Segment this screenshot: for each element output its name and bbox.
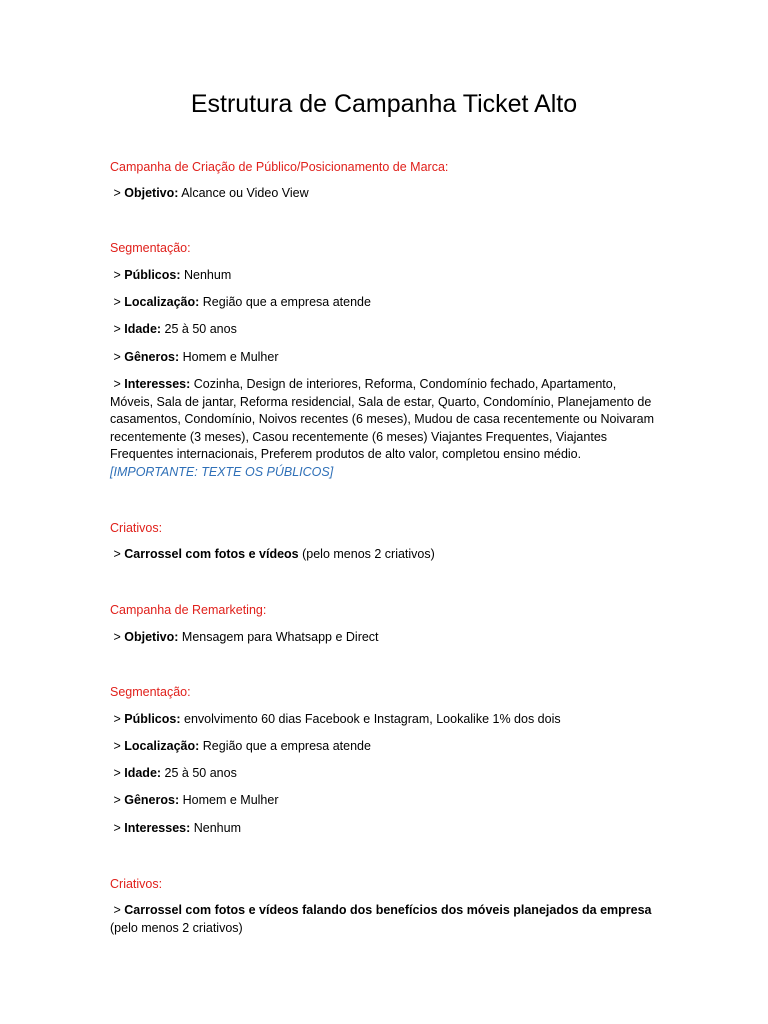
idade-value: 25 à 50 anos — [164, 322, 237, 336]
campaign2-generos: > Gêneros: Homem e Mulher — [110, 793, 279, 807]
idade-label: Idade: — [124, 322, 162, 336]
campaign2-criativos-heading: Criativos: — [110, 877, 163, 891]
objetivo-label: Objetivo: — [124, 186, 179, 200]
generos-label: Gêneros: — [124, 793, 180, 807]
campaign1-generos: > Gêneros: Homem e Mulher — [110, 350, 279, 364]
criativos-value: (pelo menos 2 criativos) — [110, 920, 243, 935]
criativos-value: (pelo menos 2 criativos) — [302, 547, 435, 561]
interesses-label: Interesses: — [124, 377, 191, 391]
campaign1-objetivo: > Objetivo: Alcance ou Video View — [110, 186, 309, 200]
interesses-value: Nenhum — [193, 821, 241, 835]
campaign1-segmentacao-heading: Segmentação: — [110, 241, 191, 255]
criativos-label: Carrossel com fotos e vídeos — [124, 547, 299, 561]
publicos-value: envolvimento 60 dias Facebook e Instagram, Lookalike 1% dos dois — [184, 712, 561, 726]
campaign2-criativos: > Carrossel com fotos e vídeos falando dos benefícios dos móveis planejados da empresa (pelo menos 2 criativos) — [110, 903, 652, 935]
campaign2-heading: Campanha de Remarketing: — [110, 603, 267, 617]
generos-value: Homem e Mulher — [182, 793, 279, 807]
campaign1-interesses: > Interesses: Cozinha, Design de interiores, Reforma, Condomínio fechado, Apartamento, Móveis, Sala de jantar, Reforma residencial, Sala de estar, Quarto, Condomínio, Planejamento de casamentos, Condomínio, Noivos recentes (6 meses), Mudou de casa recentemente ou Noivaram recentemente (3 meses), Casou recentemente (6 meses) Viajantes Frequentes, Viajantes Frequentes internacionais, Preferem produtos de alto valor, completou ensino médio. [IMPORTANTE: TEXTE OS PÚBLICOS] — [110, 377, 655, 479]
generos-value: Homem e Mulher — [182, 350, 279, 364]
page-title: Estrutura de Campanha Ticket Alto — [190, 90, 578, 118]
publicos-value: Nenhum — [184, 268, 232, 282]
campaign1-localizacao: > Localização: Região que a empresa atende — [110, 295, 371, 309]
campaign1-publicos: > Públicos: Nenhum — [110, 268, 232, 282]
campaign1-idade: > Idade: 25 à 50 anos — [110, 322, 237, 336]
idade-label: Idade: — [124, 766, 162, 780]
generos-label: Gêneros: — [124, 350, 180, 364]
publicos-label: Públicos: — [124, 712, 181, 726]
criativos-label: Carrossel com fotos e vídeos falando dos benefícios dos móveis planejados da empresa — [124, 903, 652, 917]
campaign2-localizacao: > Localização: Região que a empresa atende — [110, 739, 371, 753]
campaign1-heading: Campanha de Criação de Público/Posicionamento de Marca: — [110, 160, 449, 174]
objetivo-value: Alcance ou Video View — [181, 186, 309, 200]
campaign1-criativos: > Carrossel com fotos e vídeos (pelo menos 2 criativos) — [110, 547, 435, 561]
campaign2-interesses: > Interesses: Nenhum — [110, 821, 241, 835]
objetivo-value: Mensagem para Whatsapp e Direct — [181, 630, 379, 644]
localizacao-label: Localização: — [124, 295, 200, 309]
localizacao-value: Região que a empresa atende — [202, 739, 371, 753]
localizacao-label: Localização: — [124, 739, 200, 753]
importante-note: [IMPORTANTE: TEXTE OS PÚBLICOS] — [110, 464, 334, 479]
campaign2-objetivo: > Objetivo: Mensagem para Whatsapp e Direct — [110, 630, 379, 644]
publicos-label: Públicos: — [124, 268, 181, 282]
idade-value: 25 à 50 anos — [164, 766, 237, 780]
interesses-label: Interesses: — [124, 821, 191, 835]
objetivo-label: Objetivo: — [124, 630, 179, 644]
localizacao-value: Região que a empresa atende — [202, 295, 371, 309]
campaign1-criativos-heading: Criativos: — [110, 521, 163, 535]
campaign2-idade: > Idade: 25 à 50 anos — [110, 766, 237, 780]
campaign2-segmentacao-heading: Segmentação: — [110, 685, 191, 699]
interesses-value: Cozinha, Design de interiores, Reforma, Condomínio fechado, Apartamento, Móveis, Sala de jantar, Reforma residencial, Sala de estar, Quarto, Condomínio, Planejamento de casamentos, Condomínio, Noivos recentes (6 meses), Mudou de casa recentemente ou Noivaram recentemente (3 meses), Casou recentemente (6 meses) Viajantes Frequentes, Viajantes Frequentes internacionais, Preferem produtos de alto valor, completou ensino médio. — [110, 377, 655, 462]
campaign2-publicos: > Públicos: envolvimento 60 dias Facebook e Instagram, Lookalike 1% dos dois — [110, 712, 561, 726]
